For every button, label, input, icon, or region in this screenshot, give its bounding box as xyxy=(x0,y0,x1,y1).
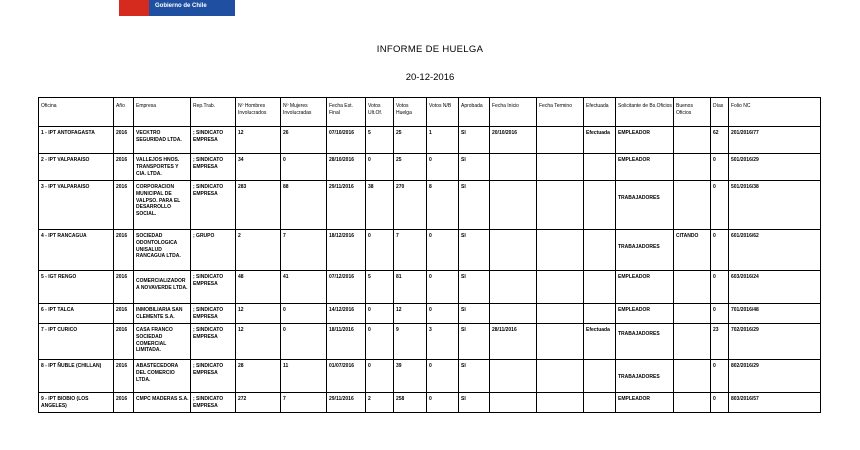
cell-dias: 23 xyxy=(711,324,729,360)
cell-mujeres: 0 xyxy=(281,324,327,360)
cell-fecha-termino xyxy=(537,393,584,413)
column-header: Fecha Termino xyxy=(537,98,584,127)
gobierno-logo xyxy=(119,0,235,16)
cell-fecha-est: 18/12/2016 xyxy=(327,230,366,271)
cell-aprobada: SI xyxy=(459,154,490,181)
cell-fecha-termino xyxy=(537,324,584,360)
cell-dias: 62 xyxy=(711,127,729,154)
cell-mujeres: 41 xyxy=(281,271,327,304)
cell-hombres: 34 xyxy=(236,154,281,181)
cell-rep: ; SINDICATO EMPRESA xyxy=(191,181,236,230)
cell-mujeres: 26 xyxy=(281,127,327,154)
cell-empresa: ABASTECEDORA DEL COMERCIO LTDA. xyxy=(134,360,191,393)
column-header: Oficina xyxy=(39,98,114,127)
cell-folio: 501/2016/29 xyxy=(729,154,821,181)
cell-fecha-termino xyxy=(537,360,584,393)
cell-buenos-oficios xyxy=(674,324,711,360)
column-header: Votos N/B xyxy=(427,98,459,127)
cell-dias: 0 xyxy=(711,230,729,271)
cell-votos-nb: 0 xyxy=(427,360,459,393)
column-header: Efectuada xyxy=(584,98,616,127)
table-row xyxy=(39,127,821,154)
cell-folio: 201/2016/77 xyxy=(729,127,821,154)
column-header: Aprobada xyxy=(459,98,490,127)
cell-fecha-est: 18/11/2016 xyxy=(327,324,366,360)
column-header: Folio NC xyxy=(729,98,821,127)
column-header: Buenos Oficios xyxy=(674,98,711,127)
cell-fecha-est: 07/12/2016 xyxy=(327,271,366,304)
cell-solicitante: TRABAJADORES xyxy=(616,230,674,271)
cell-votos-nb: 1 xyxy=(427,127,459,154)
cell-efectuada xyxy=(584,154,616,181)
cell-anio: 2016 xyxy=(114,324,134,360)
cell-empresa: INMOBILIARIA SAN CLEMENTE S.A. xyxy=(134,304,191,324)
cell-solicitante: TRABAJADORES xyxy=(616,360,674,393)
cell-efectuada xyxy=(584,181,616,230)
cell-aprobada: SI xyxy=(459,304,490,324)
cell-fecha-termino xyxy=(537,271,584,304)
cell-folio: 603/2016/24 xyxy=(729,271,821,304)
cell-fecha-inicio xyxy=(490,393,537,413)
cell-empresa: COMERCIALIZADORA NOVAVERDE LTDA. xyxy=(134,271,191,304)
cell-empresa: VALLEJOS HNOS. TRANSPORTES Y CIA. LTDA. xyxy=(134,154,191,181)
cell-buenos-oficios xyxy=(674,304,711,324)
cell-empresa: VECKTRO SEGURIDAD LTDA. xyxy=(134,127,191,154)
cell-fecha-inicio xyxy=(490,304,537,324)
cell-fecha-est: 29/11/2016 xyxy=(327,393,366,413)
cell-aprobada: SI xyxy=(459,181,490,230)
cell-fecha-inicio: 28/11/2016 xyxy=(490,324,537,360)
cell-rep: ; SINDICATO EMPRESA xyxy=(191,360,236,393)
column-header: Rep.Trab. xyxy=(191,98,236,127)
cell-votos-huelga: 39 xyxy=(394,360,427,393)
cell-fecha-termino xyxy=(537,181,584,230)
cell-dias: 0 xyxy=(711,393,729,413)
column-header: Días xyxy=(711,98,729,127)
table-row xyxy=(39,360,821,393)
cell-folio: 701/2016/48 xyxy=(729,304,821,324)
cell-efectuada: Efectuada xyxy=(584,324,616,360)
cell-buenos-oficios xyxy=(674,181,711,230)
column-header: Fecha Inicio xyxy=(490,98,537,127)
cell-solicitante: TRABAJADORES xyxy=(616,181,674,230)
cell-fecha-inicio xyxy=(490,271,537,304)
cell-rep: ; SINDICATO EMPRESA xyxy=(191,393,236,413)
cell-votos-huelga: 25 xyxy=(394,127,427,154)
cell-votos-ult: 2 xyxy=(366,393,394,413)
cell-oficina: 6 - IPT TALCA xyxy=(39,304,114,324)
cell-votos-nb: 0 xyxy=(427,393,459,413)
table-body xyxy=(39,127,821,413)
cell-rep: ; SINDICATO EMPRESA xyxy=(191,154,236,181)
cell-votos-huelga: 12 xyxy=(394,304,427,324)
cell-votos-ult: 0 xyxy=(366,324,394,360)
table-row xyxy=(39,230,821,271)
column-header: Votos Huelga xyxy=(394,98,427,127)
cell-votos-huelga: 258 xyxy=(394,393,427,413)
cell-buenos-oficios xyxy=(674,127,711,154)
cell-efectuada xyxy=(584,304,616,324)
cell-fecha-est: 28/10/2016 xyxy=(327,154,366,181)
cell-votos-huelga: 25 xyxy=(394,154,427,181)
cell-empresa: CORPORACION MUNICIPAL DE VALPSO. PARA EL DESARROLLO SOCIAL. xyxy=(134,181,191,230)
column-header: Votos Ult.Of. xyxy=(366,98,394,127)
column-header: Nº Mujeres Involucradas xyxy=(281,98,327,127)
cell-votos-ult: 0 xyxy=(366,230,394,271)
cell-anio: 2016 xyxy=(114,127,134,154)
cell-efectuada xyxy=(584,230,616,271)
table-row xyxy=(39,271,821,304)
cell-hombres: 12 xyxy=(236,127,281,154)
cell-efectuada: Efectuada xyxy=(584,127,616,154)
cell-votos-huelga: 81 xyxy=(394,271,427,304)
cell-hombres: 12 xyxy=(236,324,281,360)
table-row xyxy=(39,154,821,181)
column-header: Empresa xyxy=(134,98,191,127)
cell-dias: 0 xyxy=(711,360,729,393)
cell-buenos-oficios: CITANDO xyxy=(674,230,711,271)
cell-fecha-est: 01/07/2016 xyxy=(327,360,366,393)
cell-efectuada xyxy=(584,360,616,393)
cell-oficina: 2 - IPT VALPARAISO xyxy=(39,154,114,181)
cell-votos-nb: 8 xyxy=(427,181,459,230)
cell-oficina: 5 - IGT RENGO xyxy=(39,271,114,304)
cell-solicitante: EMPLEADOR xyxy=(616,127,674,154)
cell-votos-ult: 38 xyxy=(366,181,394,230)
cell-dias: 0 xyxy=(711,154,729,181)
cell-solicitante: EMPLEADOR xyxy=(616,154,674,181)
cell-fecha-termino xyxy=(537,127,584,154)
cell-empresa: SOCIEDAD ODONTOLOGICA UNISALUD RANCAGUA LTDA. xyxy=(134,230,191,271)
table-row xyxy=(39,324,821,360)
cell-solicitante: EMPLEADOR xyxy=(616,271,674,304)
cell-rep: ; SINDICATO EMPRESA xyxy=(191,324,236,360)
cell-empresa: CASA FRANCO SOCIEDAD COMERCIAL LIMITADA. xyxy=(134,324,191,360)
cell-hombres: 272 xyxy=(236,393,281,413)
cell-aprobada: SI xyxy=(459,324,490,360)
cell-oficina: 9 - IPT BIOBIO (LOS ANGELES) xyxy=(39,393,114,413)
column-header: Solicitante de Bs.Oficios xyxy=(616,98,674,127)
column-header: Fecha Est. Final xyxy=(327,98,366,127)
cell-votos-huelga: 7 xyxy=(394,230,427,271)
huelga-table xyxy=(38,97,821,413)
column-header: Año xyxy=(114,98,134,127)
cell-votos-ult: 5 xyxy=(366,271,394,304)
report-title: INFORME DE HUELGA xyxy=(376,44,484,55)
cell-mujeres: 7 xyxy=(281,393,327,413)
cell-hombres: 48 xyxy=(236,271,281,304)
cell-oficina: 4 - IPT RANCAGUA xyxy=(39,230,114,271)
cell-fecha-est: 07/10/2016 xyxy=(327,127,366,154)
cell-fecha-est: 29/11/2016 xyxy=(327,181,366,230)
cell-folio: 803/2016/57 xyxy=(729,393,821,413)
cell-anio: 2016 xyxy=(114,304,134,324)
cell-solicitante: EMPLEADOR xyxy=(616,304,674,324)
cell-anio: 2016 xyxy=(114,271,134,304)
cell-votos-huelga: 9 xyxy=(394,324,427,360)
cell-aprobada: SI xyxy=(459,393,490,413)
cell-efectuada xyxy=(584,393,616,413)
cell-rep: ; SINDICATO EMPRESA xyxy=(191,304,236,324)
cell-solicitante: EMPLEADOR xyxy=(616,393,674,413)
cell-votos-nb: 0 xyxy=(427,271,459,304)
cell-votos-nb: 0 xyxy=(427,230,459,271)
cell-fecha-inicio xyxy=(490,154,537,181)
cell-fecha-inicio xyxy=(490,181,537,230)
table-row xyxy=(39,181,821,230)
cell-folio: 601/2016/62 xyxy=(729,230,821,271)
cell-dias: 0 xyxy=(711,271,729,304)
cell-hombres: 12 xyxy=(236,304,281,324)
cell-mujeres: 11 xyxy=(281,360,327,393)
cell-fecha-inicio xyxy=(490,230,537,271)
cell-dias: 0 xyxy=(711,181,729,230)
cell-oficina: 8 - IPT ÑUBLE (CHILLAN) xyxy=(39,360,114,393)
cell-fecha-inicio: 20/10/2016 xyxy=(490,127,537,154)
cell-votos-ult: 0 xyxy=(366,304,394,324)
cell-buenos-oficios xyxy=(674,271,711,304)
cell-fecha-termino xyxy=(537,230,584,271)
cell-buenos-oficios xyxy=(674,393,711,413)
cell-anio: 2016 xyxy=(114,230,134,271)
cell-mujeres: 88 xyxy=(281,181,327,230)
table-header-row xyxy=(39,98,821,127)
cell-rep: ; SINDICATO EMPRESA xyxy=(191,127,236,154)
cell-aprobada: SI xyxy=(459,360,490,393)
cell-votos-ult: 0 xyxy=(366,360,394,393)
cell-aprobada: SI xyxy=(459,127,490,154)
cell-buenos-oficios xyxy=(674,154,711,181)
cell-votos-nb: 0 xyxy=(427,304,459,324)
cell-mujeres: 0 xyxy=(281,304,327,324)
cell-mujeres: 0 xyxy=(281,154,327,181)
cell-folio: 702/2016/29 xyxy=(729,324,821,360)
cell-hombres: 2 xyxy=(236,230,281,271)
logo-text: Gobierno de Chile xyxy=(155,3,207,9)
cell-hombres: 283 xyxy=(236,181,281,230)
cell-anio: 2016 xyxy=(114,360,134,393)
cell-anio: 2016 xyxy=(114,181,134,230)
table-row xyxy=(39,393,821,413)
cell-votos-ult: 0 xyxy=(366,154,394,181)
cell-rep: ; GRUPO xyxy=(191,230,236,271)
cell-fecha-termino xyxy=(537,154,584,181)
cell-solicitante: TRABAJADORES xyxy=(616,324,674,360)
cell-fecha-termino xyxy=(537,304,584,324)
cell-fecha-est: 14/12/2016 xyxy=(327,304,366,324)
cell-aprobada: SI xyxy=(459,230,490,271)
cell-oficina: 3 - IPT VALPARAISO xyxy=(39,181,114,230)
cell-votos-huelga: 270 xyxy=(394,181,427,230)
logo-red-block xyxy=(119,0,149,16)
report-date: 20-12-2016 xyxy=(405,72,455,83)
cell-mujeres: 7 xyxy=(281,230,327,271)
cell-dias: 0 xyxy=(711,304,729,324)
cell-votos-ult: 5 xyxy=(366,127,394,154)
cell-folio: 802/2016/29 xyxy=(729,360,821,393)
cell-fecha-inicio xyxy=(490,360,537,393)
cell-buenos-oficios xyxy=(674,360,711,393)
cell-efectuada xyxy=(584,271,616,304)
cell-votos-nb: 0 xyxy=(427,154,459,181)
cell-folio: 501/2016/38 xyxy=(729,181,821,230)
cell-rep: ; SINDICATO EMPRESA xyxy=(191,271,236,304)
table-row xyxy=(39,304,821,324)
column-header: Nº Hombres Involucrados xyxy=(236,98,281,127)
cell-anio: 2016 xyxy=(114,154,134,181)
cell-oficina: 1 - IPT ANTOFAGASTA xyxy=(39,127,114,154)
cell-empresa: CMPC MADERAS S.A. xyxy=(134,393,191,413)
cell-oficina: 7 - IPT CURICO xyxy=(39,324,114,360)
cell-aprobada: SI xyxy=(459,271,490,304)
cell-anio: 2016 xyxy=(114,393,134,413)
cell-votos-nb: 3 xyxy=(427,324,459,360)
cell-hombres: 28 xyxy=(236,360,281,393)
